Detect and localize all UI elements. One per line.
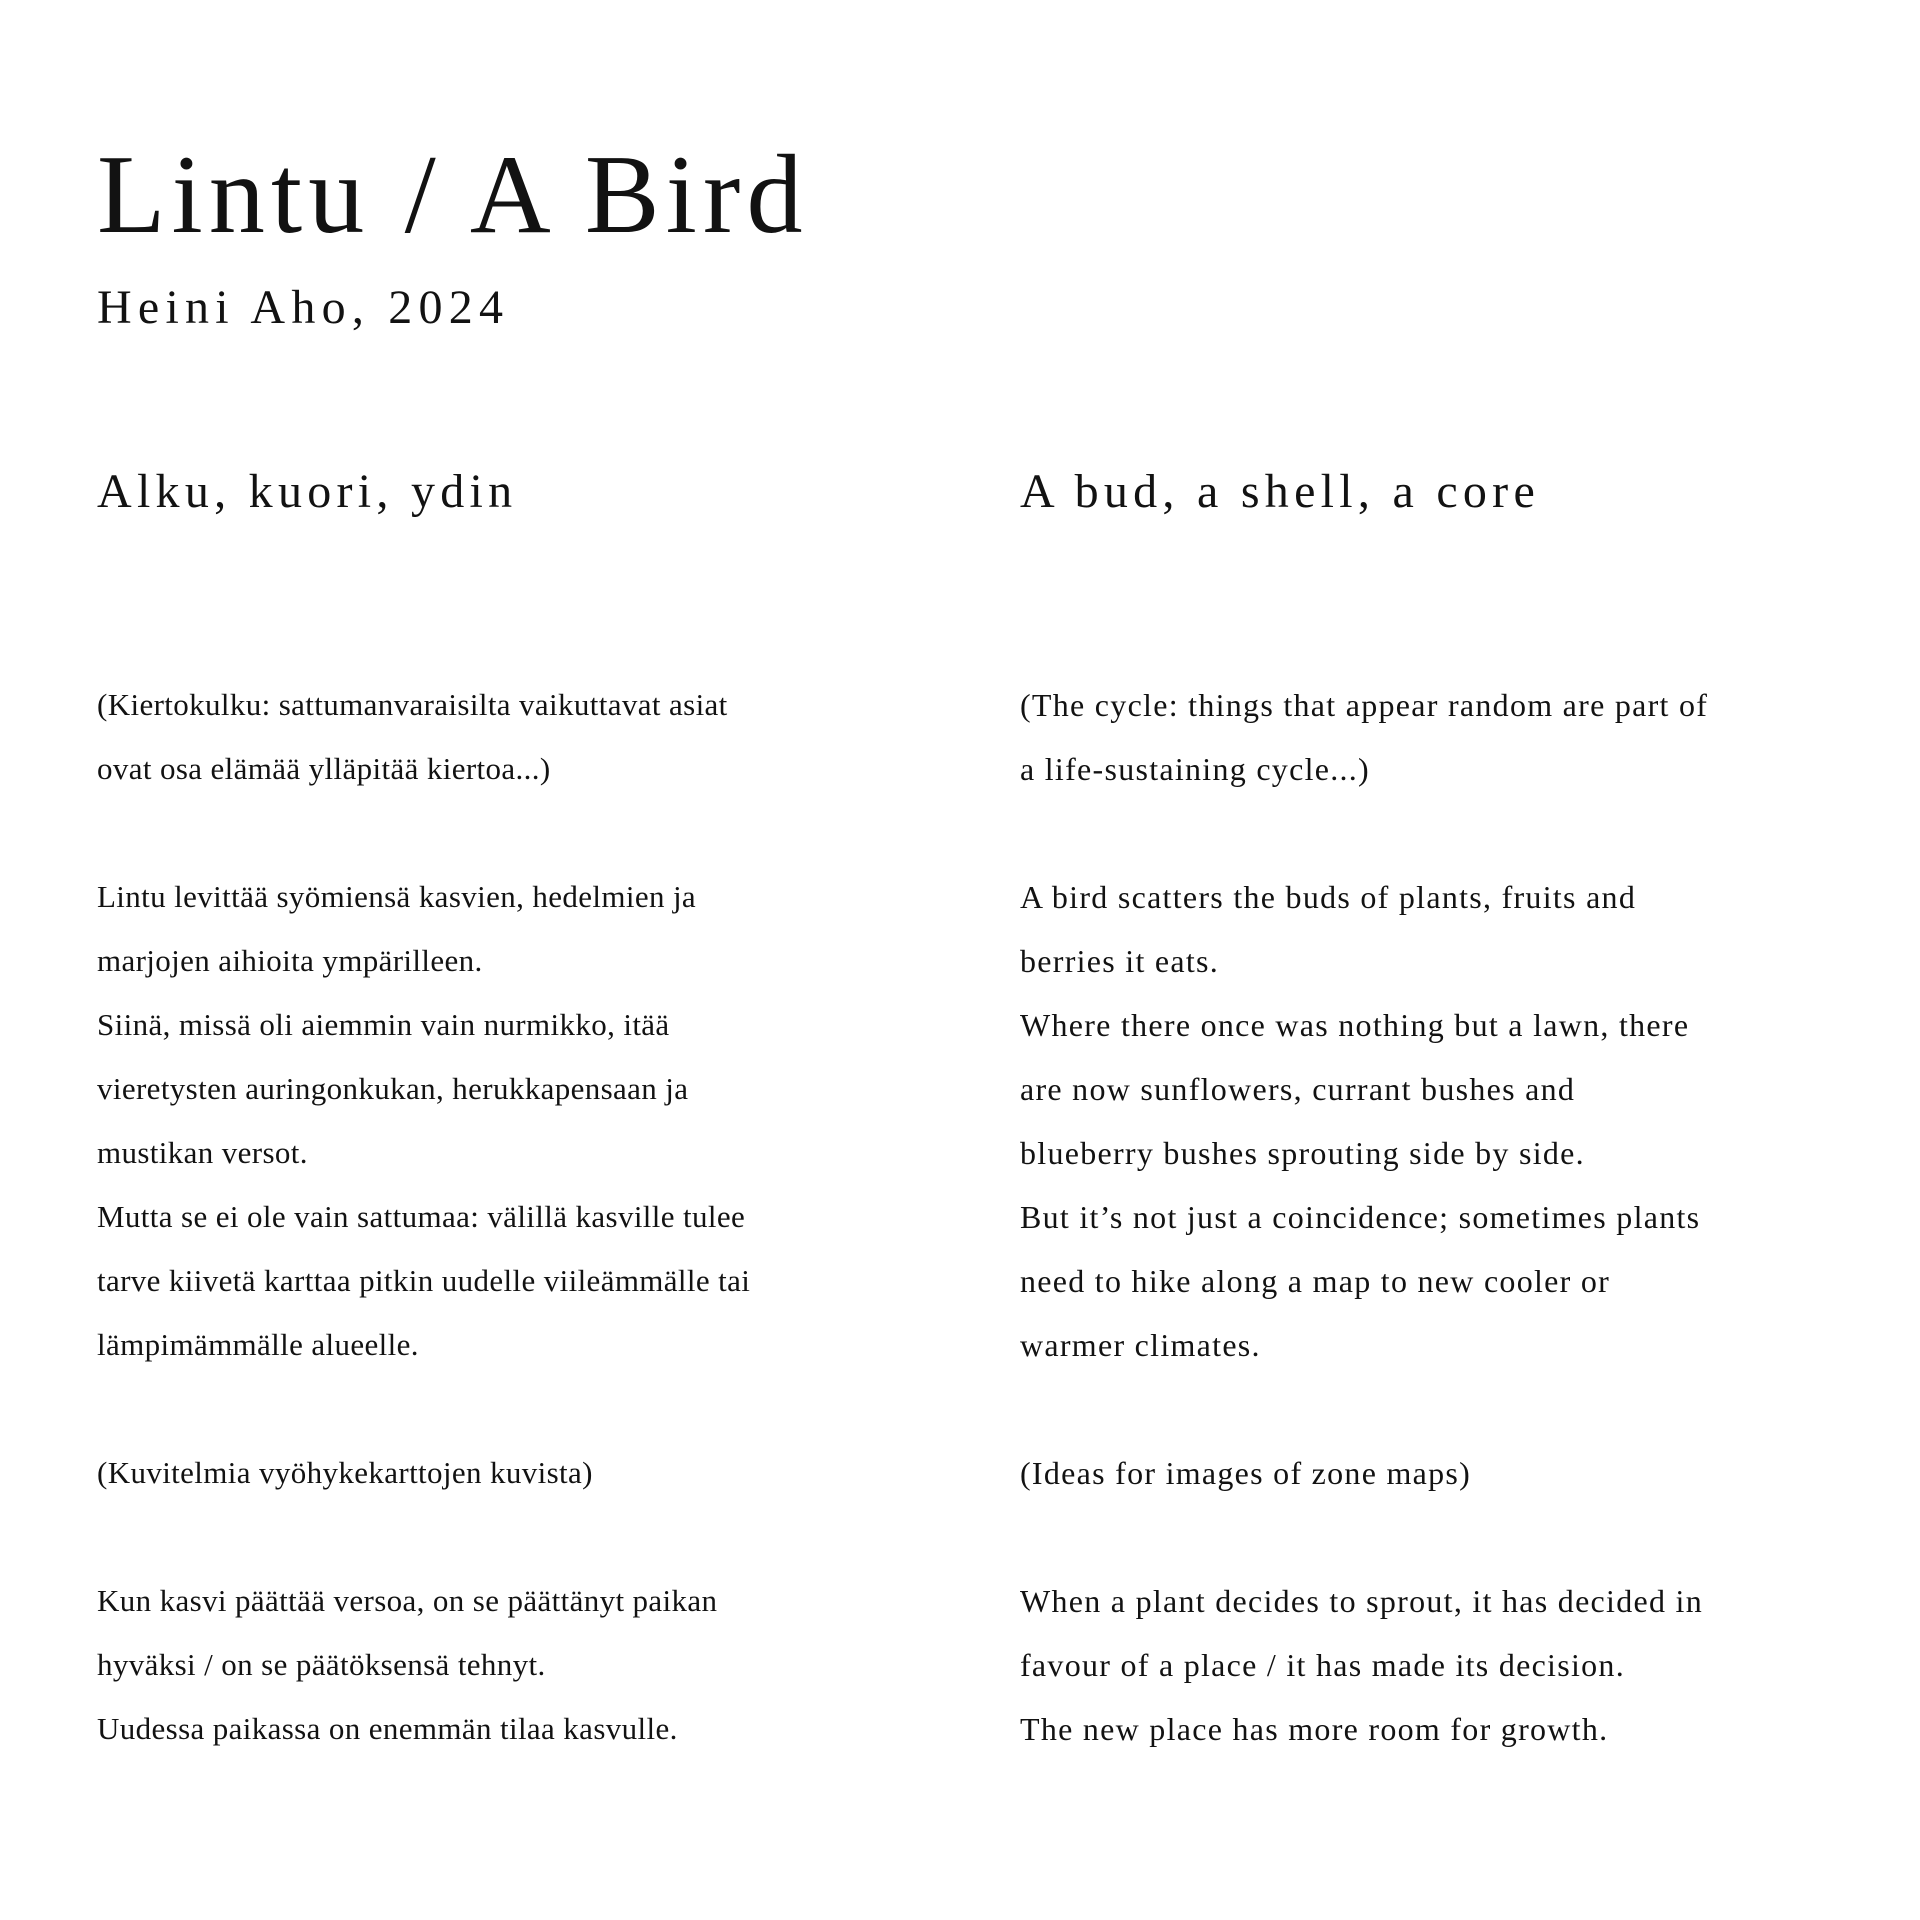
- text-line: Uudessa paikassa on enemmän tilaa kasvulle.: [97, 1711, 678, 1747]
- text-line: Mutta se ei ole vain sattumaa: välillä kasville tulee: [97, 1199, 746, 1235]
- text-line: are now sunflowers, currant bushes and: [1020, 1071, 1576, 1108]
- text-line: blueberry bushes sprouting side by side.: [1020, 1135, 1585, 1172]
- paragraph-fi-closing: [97, 1569, 927, 1761]
- text-line: marjojen aihioita ympärilleen.: [97, 943, 483, 979]
- column-heading-finnish: Alku, kuori, ydin: [97, 465, 518, 519]
- two-column-layout: [97, 461, 1920, 1761]
- text-line: The new place has more room for growth.: [1020, 1711, 1609, 1748]
- text-line: favour of a place / it has made its decision.: [1020, 1647, 1625, 1684]
- page-title: Lintu / A Bird: [97, 133, 809, 257]
- text-line: When a plant decides to sprout, it has decided in: [1020, 1583, 1703, 1620]
- text-line: (Kiertokulku: sattumanvaraisilta vaikuttavat asiat: [97, 687, 728, 723]
- text-line: Where there once was nothing but a lawn, there: [1020, 1007, 1690, 1044]
- paragraph-en-closing: [1020, 1569, 1880, 1761]
- text-line: hyväksi / on se päätöksensä tehnyt.: [97, 1647, 546, 1683]
- text-line: A bird scatters the buds of plants, fruits and: [1020, 879, 1637, 916]
- paragraph-fi-intro: [97, 673, 927, 801]
- column-heading-english: A bud, a shell, a core: [1020, 465, 1541, 519]
- text-line: ovat osa elämää ylläpitää kiertoa...): [97, 751, 551, 787]
- paragraph-fi-body: [97, 865, 927, 1377]
- paragraph-en-note: [1020, 1441, 1880, 1505]
- text-line: Kun kasvi päättää versoa, on se päättänyt paikan: [97, 1583, 718, 1619]
- text-line: (Ideas for images of zone maps): [1020, 1455, 1472, 1492]
- text-line: berries it eats.: [1020, 943, 1220, 980]
- text-line: tarve kiivetä karttaa pitkin uudelle viileämmälle tai: [97, 1263, 751, 1299]
- text-line: (The cycle: things that appear random are part of: [1020, 687, 1709, 724]
- text-line: warmer climates.: [1020, 1327, 1261, 1364]
- text-line: a life-sustaining cycle...): [1020, 751, 1370, 788]
- column-finnish: [97, 461, 927, 1761]
- text-line: Lintu levittää syömiensä kasvien, hedelmien ja: [97, 879, 697, 915]
- text-line: mustikan versot.: [97, 1135, 308, 1171]
- text-line: lämpimämmälle alueelle.: [97, 1327, 419, 1363]
- text-line: Siinä, missä oli aiemmin vain nurmikko, itää: [97, 1007, 670, 1043]
- paragraph-en-body: [1020, 865, 1880, 1377]
- text-line: vieretysten auringonkukan, herukkapensaan ja: [97, 1071, 689, 1107]
- paragraph-fi-note: [97, 1441, 927, 1505]
- text-line: But it’s not just a coincidence; sometimes plants: [1020, 1199, 1701, 1236]
- column-english: [1020, 461, 1880, 1761]
- paragraph-en-intro: [1020, 673, 1880, 801]
- byline: Heini Aho, 2024: [97, 281, 510, 335]
- text-line: need to hike along a map to new cooler or: [1020, 1263, 1611, 1300]
- text-line: (Kuvitelmia vyöhykekarttojen kuvista): [97, 1455, 593, 1491]
